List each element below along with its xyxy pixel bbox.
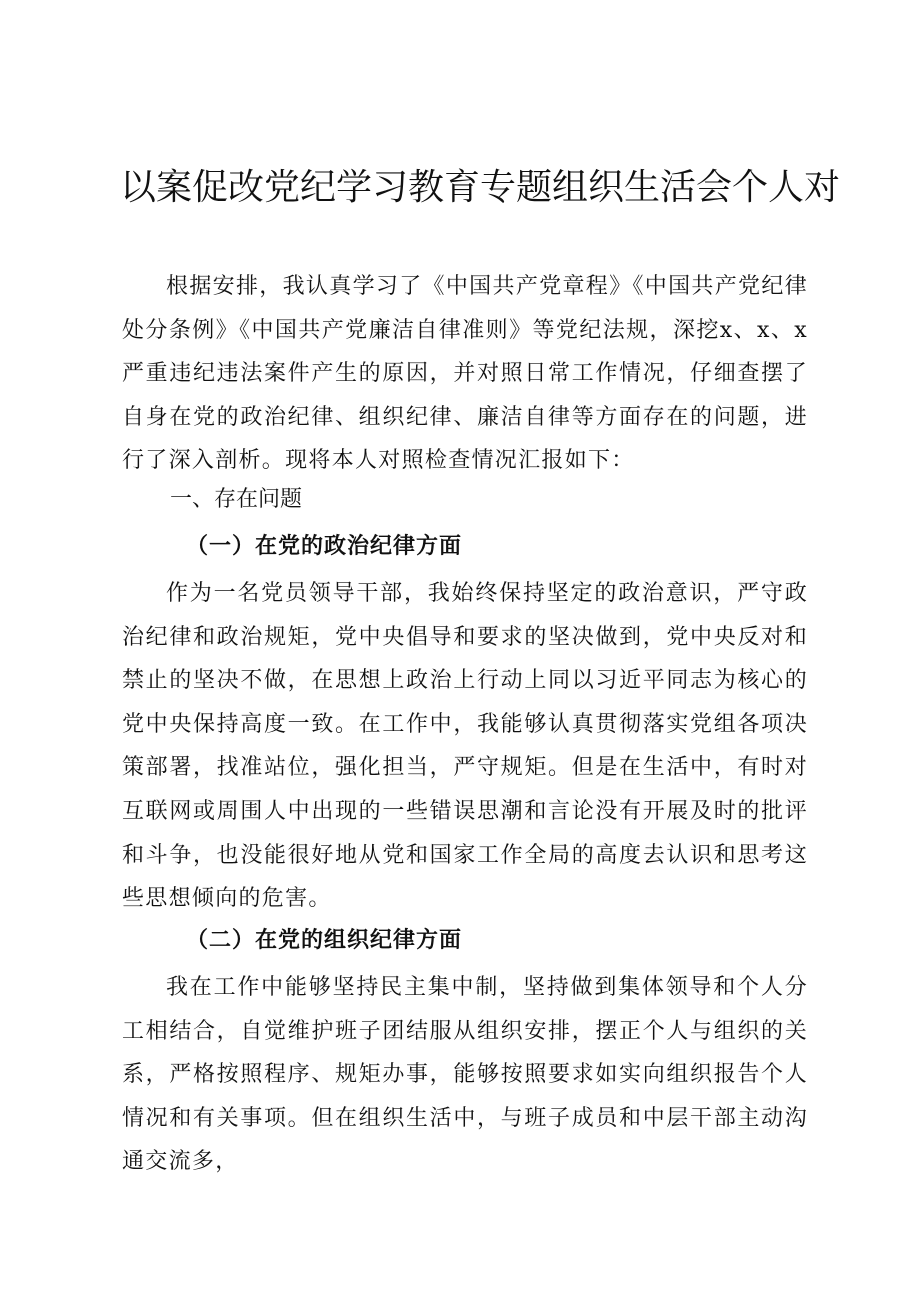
paragraph-political-discipline: 作为一名党员领导干部，我始终保持坚定的政治意识，严守政治纪律和政治规矩，党中央倡导和要求的坚决做到，党中央反对和禁止的坚决不做，在思想上政治上行动上同以习近平同志为核心的党中央保持高度一致。在工作中，我能够认真贯彻落实党组各项决策部署，找准站位，强化担当，严守规矩。但是在生活中，有时对互联网或周围人中出现的一些错误思潮和言论没有开展及时的批评和斗争，也没能很好地从党和国家工作全局的高度去认识和思考这些思想倾向的危害。 bbox=[122, 581, 808, 912]
subheading-political-discipline: （一）在党的政治纪律方面 bbox=[186, 533, 463, 559]
document-title: 以案促改党纪学习教育专题组织生活会个人对 bbox=[120, 167, 841, 208]
intro-paragraph: 根据安排，我认真学习了《中国共产党章程》《中国共产党纪律处分条例》《中国共产党廉洁自律准则》等党纪法规，深挖x、x、x严重违纪违法案件产生的原因，并对照日常工作情况，仔细查摆了自身在党的政治纪律、组织纪律、廉洁自律等方面存在的问题，进行了深入剖析。现将本人对照检查情况汇报如下： bbox=[122, 274, 808, 474]
subheading-organizational-discipline: （二）在党的组织纪律方面 bbox=[186, 927, 463, 953]
section-heading-problems: 一、存在问题 bbox=[170, 487, 303, 512]
paragraph-organizational-discipline: 我在工作中能够坚持民主集中制，坚持做到集体领导和个人分工相结合，自觉维护班子团结服从组织安排，摆正个人与组织的关系，严格按照程序、规矩办事，能够按照要求如实向组织报告个人情况和有关事项。但在组织生活中，与班子成员和中层干部主动沟通交流多， bbox=[122, 975, 808, 1175]
